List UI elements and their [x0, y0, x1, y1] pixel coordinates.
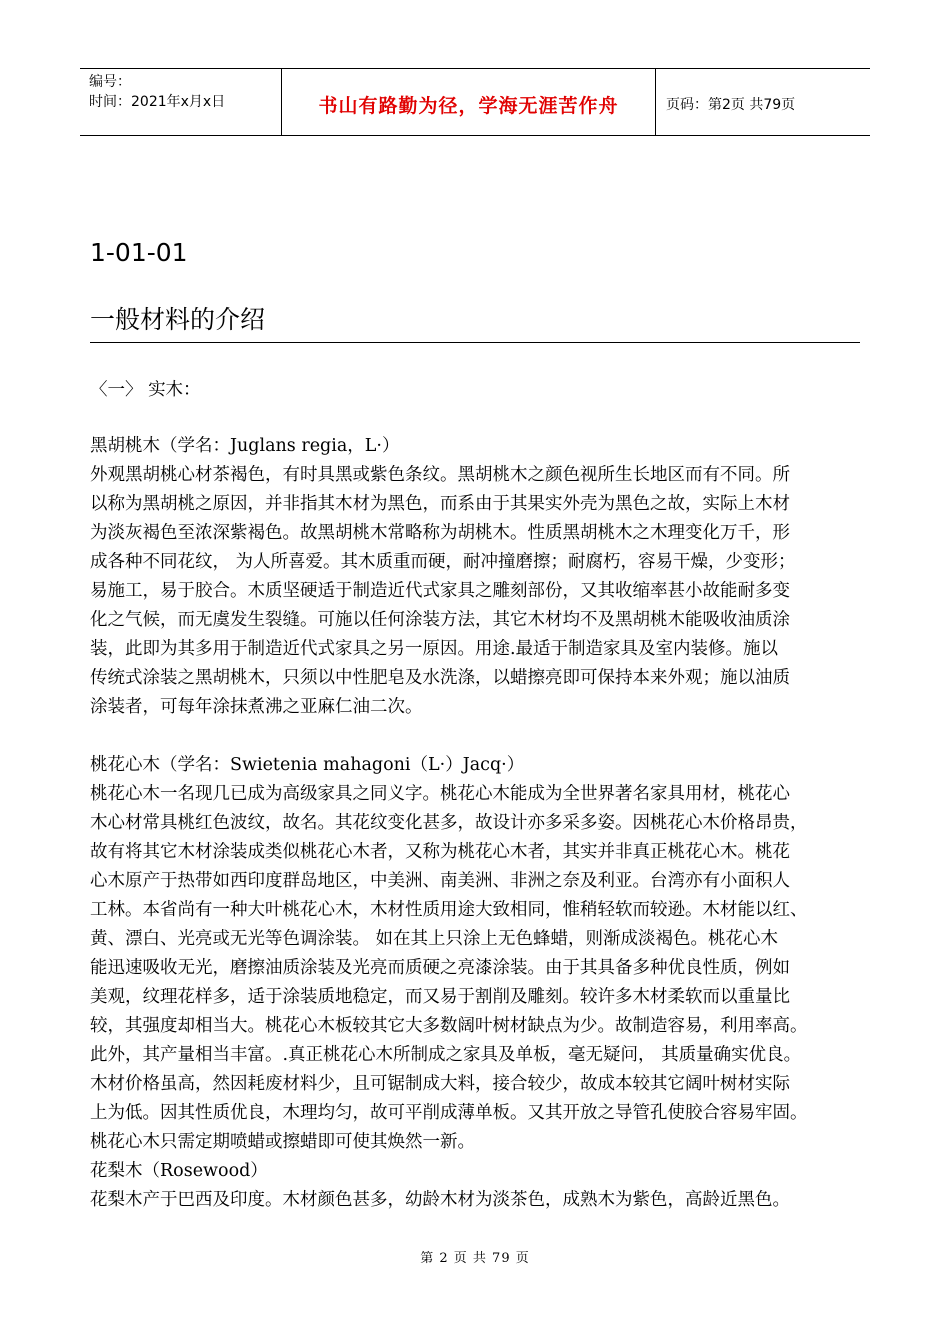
paragraph-line: 以称为黑胡桃之原因，并非指其木材为黑色，而系由于其果实外壳为黑色之故，实际上木材 [90, 494, 790, 514]
header-motto: 书山有路勤为径，学海无涯苦作舟 [318, 94, 619, 117]
paragraph-line: 工林。本省尚有一种大叶桃花心木，木材性质用途大致相同，惟稍轻软而较逊。木材能以红、 [90, 900, 808, 920]
header-page-info: 页码：第2页 共79页 [666, 97, 796, 113]
wood-heading-mahogany: 桃花心木（学名：Swietenia mahagoni（L·）Jacq·） [90, 755, 525, 775]
header-motto-cell [282, 69, 656, 135]
paragraph-line: 能迅速吸收无光，磨擦油质涂装及光亮而质硬之亮漆涂装。由于其具备多种优良性质，例如 [90, 958, 790, 978]
paragraph-line: 黄、漂白、光亮或无光等色调涂装。 如在其上只涂上无色蜂蜡，则渐成淡褐色。桃花心木 [90, 929, 779, 949]
paragraph-line: 化之气候，而无虞发生裂缝。可施以任何涂装方法，其它木材均不及黑胡桃木能吸收油质涂 [90, 610, 790, 630]
paragraph-line: 外观黑胡桃心材茶褐色，有时具黑或紫色条纹。黑胡桃木之颜色视所生长地区而有不同。所 [90, 465, 790, 485]
paragraph-spacer [90, 722, 865, 751]
wood-heading-rosewood: 花梨木（Rosewood） [90, 1161, 268, 1181]
paragraph-line: 木心材常具桃红色波纹，故名。其花纹变化甚多，故设计亦多采多姿。因桃花心木价格昂贵， [90, 813, 808, 833]
wood-heading-walnut: 黑胡桃木（学名：Juglans regia，L·） [90, 436, 400, 456]
paragraph-line: 装，此即为其多用于制造近代式家具之另一原因。用途.最适于制造家具及室内装修。施以 [90, 639, 779, 659]
paragraph-line: 桃花心木只需定期喷蜡或擦蜡即可使其焕然一新。 [90, 1132, 475, 1152]
paragraph-line: 桃花心木一名现几已成为高级家具之同义字。桃花心木能成为全世界著名家具用材，桃花心 [90, 784, 790, 804]
paragraph-line: 上为低。因其性质优良，木理均匀，故可平削成薄单板。又其开放之导管孔使胶合容易牢固。 [90, 1103, 808, 1123]
paragraph-line: 易施工，易于胶合。木质坚硬适于制造近代式家具之雕刻部份，又其收缩率甚小故能耐多变 [90, 581, 790, 601]
header-page-cell [656, 69, 870, 135]
page-footer: 第 2 页 共 79 页 [420, 1251, 530, 1266]
paragraph-line: 花梨木产于巴西及印度。木材颜色甚多，幼龄木材为淡茶色，成熟木为紫色，高龄近黑色。 [90, 1190, 790, 1210]
document-body [90, 432, 865, 1215]
paragraph-line: 成各种不同花纹， 为人所喜爱。其木质重而硬，耐冲撞磨擦；耐腐朽，容易干燥，少变形； [90, 552, 796, 572]
page-header [80, 68, 870, 136]
title-divider [90, 342, 860, 343]
paragraph-line: 涂装者，可每年涂抹煮沸之亚麻仁油二次。 [90, 697, 423, 717]
document-code: 1-01-01 [90, 238, 188, 267]
header-meta-cell [80, 69, 282, 135]
document-time-label: 时间：2021年x月x日 [89, 94, 226, 110]
paragraph-line: 美观，纹理花样多，适于涂装质地稳定，而又易于割削及雕刻。较许多木材柔软而以重量比 [90, 987, 790, 1007]
document-number-label: 编号： [89, 74, 131, 90]
paragraph-line: 较，其强度却相当大。桃花心木板较其它大多数阔叶树材缺点为少。故制造容易，利用率高。 [90, 1016, 808, 1036]
paragraph-line: 为淡灰褐色至浓深紫褐色。故黑胡桃木常略称为胡桃木。性质黑胡桃木之木理变化万千，形 [90, 523, 790, 543]
paragraph-line: 木材价格虽高，然因耗废材料少，且可锯制成大料，接合较少，故成本较其它阔叶树材实际 [90, 1074, 790, 1094]
paragraph-line: 心木原产于热带如西印度群岛地区，中美洲、南美洲、非洲之奈及利亚。台湾亦有小面积人 [90, 871, 790, 891]
paragraph-line: 传统式涂装之黑胡桃木，只须以中性肥皂及水洗涤，以蜡擦亮即可保持本来外观；施以油质 [90, 668, 790, 688]
section-heading: 〈一〉 实木： [90, 380, 201, 400]
paragraph-line: 此外，其产量相当丰富。.真正桃花心木所制成之家具及单板，毫无疑问， 其质量确实优良。 [90, 1045, 802, 1065]
document-title: 一般材料的介绍 [90, 305, 266, 334]
paragraph-line: 故有将其它木材涂装成类似桃花心木者，又称为桃花心木者，其实并非真正桃花心木。桃花 [90, 842, 790, 862]
